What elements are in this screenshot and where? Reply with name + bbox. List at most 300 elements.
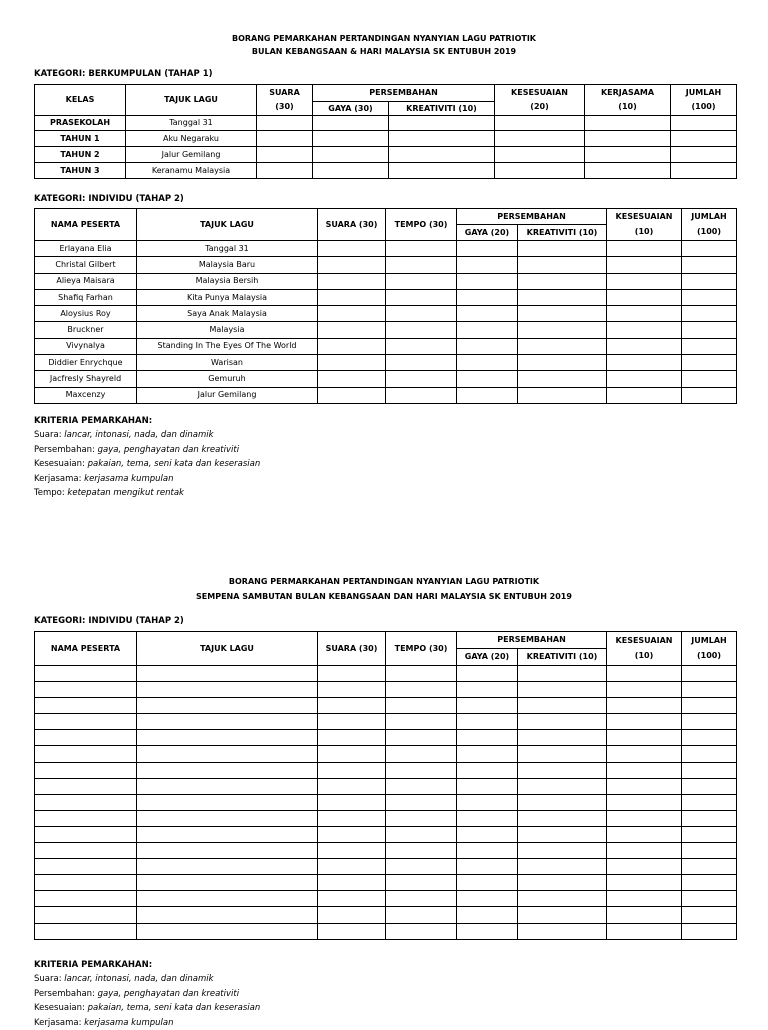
criteria-item: Kesesuaian: pakaian, tema, seni kata dan keserasian bbox=[34, 1003, 261, 1014]
cell-gaya[interactable] bbox=[457, 355, 518, 371]
cell-kesesuaian[interactable] bbox=[607, 306, 682, 322]
cell-nama-peserta[interactable] bbox=[35, 682, 137, 698]
cell-jumlah[interactable] bbox=[682, 355, 737, 371]
cell-suara[interactable] bbox=[318, 682, 386, 698]
cell-tempo[interactable] bbox=[386, 875, 457, 891]
cell-gaya[interactable] bbox=[457, 257, 518, 273]
cell-suara[interactable] bbox=[318, 843, 386, 859]
cell-tempo[interactable] bbox=[386, 355, 457, 371]
cell-jumlah[interactable] bbox=[682, 762, 737, 778]
cell-nama-peserta: Aloysius Roy bbox=[35, 306, 137, 322]
cell-kerjasama[interactable] bbox=[585, 116, 671, 131]
cell-kreativiti[interactable] bbox=[518, 257, 607, 273]
cell-tempo[interactable] bbox=[386, 322, 457, 338]
cell-tempo[interactable] bbox=[386, 794, 457, 810]
header-gaya: GAYA (20) bbox=[457, 225, 518, 241]
cell-tajuk-lagu[interactable] bbox=[137, 666, 318, 682]
cell-kesesuaian[interactable] bbox=[607, 714, 682, 730]
cell-tempo[interactable] bbox=[386, 746, 457, 762]
cell-kesesuaian[interactable] bbox=[607, 778, 682, 794]
cell-tempo[interactable] bbox=[386, 923, 457, 939]
cell-kesesuaian[interactable] bbox=[607, 923, 682, 939]
cell-nama-peserta: Alieya Maisara bbox=[35, 273, 137, 289]
cell-jumlah[interactable] bbox=[682, 859, 737, 875]
cell-kreativiti[interactable] bbox=[518, 891, 607, 907]
cell-kreativiti[interactable] bbox=[518, 730, 607, 746]
cell-suara[interactable] bbox=[318, 730, 386, 746]
table-row bbox=[35, 289, 737, 305]
cell-tempo[interactable] bbox=[386, 826, 457, 842]
cell-tempo[interactable] bbox=[386, 666, 457, 682]
cell-kreativiti[interactable] bbox=[518, 923, 607, 939]
cell-suara[interactable] bbox=[257, 131, 313, 147]
cell-tajuk-lagu[interactable] bbox=[137, 875, 318, 891]
cell-nama-peserta[interactable] bbox=[35, 907, 137, 923]
table-row bbox=[35, 794, 737, 810]
cell-suara[interactable] bbox=[318, 387, 386, 403]
cell-nama-peserta[interactable] bbox=[35, 826, 137, 842]
table-row bbox=[35, 859, 737, 875]
cell-tempo[interactable] bbox=[386, 762, 457, 778]
cell-jumlah[interactable] bbox=[682, 826, 737, 842]
cell-suara[interactable] bbox=[318, 794, 386, 810]
cell-suara[interactable] bbox=[318, 923, 386, 939]
cell-tempo[interactable] bbox=[386, 306, 457, 322]
cell-tajuk-lagu: Malaysia bbox=[137, 322, 318, 338]
cell-suara[interactable] bbox=[257, 147, 313, 163]
cell-tajuk-lagu: Warisan bbox=[137, 355, 318, 371]
cell-tempo[interactable] bbox=[386, 698, 457, 714]
category-individual-label: KATEGORI: INDIVIDU (TAHAP 2) bbox=[34, 194, 184, 204]
cell-kesesuaian[interactable] bbox=[495, 116, 585, 131]
cell-gaya[interactable] bbox=[457, 923, 518, 939]
header-jumlah: JUMLAH (100) bbox=[671, 85, 737, 116]
header-nama-peserta: NAMA PESERTA bbox=[35, 632, 137, 666]
cell-jumlah[interactable] bbox=[682, 257, 737, 273]
cell-kreativiti[interactable] bbox=[389, 147, 495, 163]
table-row bbox=[35, 843, 737, 859]
cell-jumlah[interactable] bbox=[682, 666, 737, 682]
cell-kreativiti[interactable] bbox=[518, 289, 607, 305]
cell-tajuk-lagu: Tanggal 31 bbox=[126, 116, 257, 131]
header-gaya: GAYA (20) bbox=[457, 649, 518, 666]
cell-tajuk-lagu[interactable] bbox=[137, 794, 318, 810]
cell-suara[interactable] bbox=[318, 322, 386, 338]
criteria-block-2 bbox=[34, 958, 260, 1030]
form-title-line2: SEMPENA SAMBUTAN BULAN KEBANGSAAN DAN HARI MALAYSIA SK ENTUBUH 2019 bbox=[196, 592, 572, 601]
cell-suara[interactable] bbox=[318, 762, 386, 778]
cell-jumlah[interactable] bbox=[682, 746, 737, 762]
cell-nama-peserta: Shafiq Farhan bbox=[35, 289, 137, 305]
cell-kesesuaian[interactable] bbox=[607, 387, 682, 403]
cell-suara[interactable] bbox=[318, 875, 386, 891]
header-kreativiti: KREATIVITI (10) bbox=[518, 649, 607, 666]
cell-kreativiti[interactable] bbox=[518, 322, 607, 338]
cell-tempo[interactable] bbox=[386, 241, 457, 257]
cell-gaya[interactable] bbox=[457, 891, 518, 907]
cell-suara[interactable] bbox=[318, 746, 386, 762]
header-persembahan: PERSEMBAHAN bbox=[457, 209, 607, 225]
cell-tajuk-lagu[interactable] bbox=[137, 859, 318, 875]
cell-tempo[interactable] bbox=[386, 730, 457, 746]
cell-gaya[interactable] bbox=[457, 843, 518, 859]
header-kesesuaian: KESESUAIAN (10) bbox=[607, 632, 682, 666]
cell-kreativiti[interactable] bbox=[518, 746, 607, 762]
cell-kreativiti[interactable] bbox=[518, 338, 607, 354]
cell-tajuk-lagu[interactable] bbox=[137, 762, 318, 778]
cell-kreativiti[interactable] bbox=[518, 762, 607, 778]
table-row bbox=[35, 875, 737, 891]
cell-gaya[interactable] bbox=[457, 714, 518, 730]
cell-jumlah[interactable] bbox=[682, 306, 737, 322]
cell-nama-peserta[interactable] bbox=[35, 778, 137, 794]
header-tempo: TEMPO (30) bbox=[386, 209, 457, 241]
cell-nama-peserta[interactable] bbox=[35, 746, 137, 762]
individual-score-table-blank bbox=[34, 631, 737, 940]
cell-tajuk-lagu[interactable] bbox=[137, 778, 318, 794]
cell-tajuk-lagu[interactable] bbox=[137, 682, 318, 698]
header-kreativiti: KREATIVITI (10) bbox=[518, 225, 607, 241]
cell-kreativiti[interactable] bbox=[518, 907, 607, 923]
table-row bbox=[35, 682, 737, 698]
cell-tajuk-lagu[interactable] bbox=[137, 843, 318, 859]
criteria-item: Tempo: ketepatan mengikut rentak bbox=[34, 488, 184, 499]
cell-jumlah[interactable] bbox=[682, 923, 737, 939]
table-row bbox=[35, 241, 737, 257]
criteria-item: Kerjasama: kerjasama kumpulan bbox=[34, 1017, 174, 1028]
header-suara: SUARA (30) bbox=[257, 85, 313, 116]
form-title-2 bbox=[0, 574, 768, 604]
cell-jumlah[interactable] bbox=[682, 322, 737, 338]
cell-kesesuaian[interactable] bbox=[607, 338, 682, 354]
criteria-item: Persembahan: gaya, penghayatan dan kreativiti bbox=[34, 988, 240, 999]
cell-kelas: TAHUN 3 bbox=[35, 163, 126, 179]
cell-kreativiti[interactable] bbox=[518, 859, 607, 875]
cell-tajuk-lagu[interactable] bbox=[137, 714, 318, 730]
cell-jumlah[interactable] bbox=[682, 682, 737, 698]
cell-tajuk-lagu: Jalur Gemilang bbox=[137, 387, 318, 403]
cell-kesesuaian[interactable] bbox=[607, 273, 682, 289]
cell-gaya[interactable] bbox=[457, 306, 518, 322]
cell-kreativiti[interactable] bbox=[518, 843, 607, 859]
cell-kesesuaian[interactable] bbox=[607, 682, 682, 698]
header-tajuk-lagu: TAJUK LAGU bbox=[126, 85, 257, 116]
cell-nama-peserta[interactable] bbox=[35, 859, 137, 875]
cell-nama-peserta: Vivynalya bbox=[35, 338, 137, 354]
cell-tempo[interactable] bbox=[386, 387, 457, 403]
cell-suara[interactable] bbox=[318, 289, 386, 305]
cell-nama-peserta: Christal Gilbert bbox=[35, 257, 137, 273]
cell-kesesuaian[interactable] bbox=[607, 843, 682, 859]
cell-kesesuaian[interactable] bbox=[607, 746, 682, 762]
cell-tajuk-lagu[interactable] bbox=[137, 907, 318, 923]
table-row bbox=[35, 147, 737, 163]
cell-jumlah[interactable] bbox=[682, 907, 737, 923]
cell-suara[interactable] bbox=[318, 698, 386, 714]
cell-nama-peserta[interactable] bbox=[35, 810, 137, 826]
cell-gaya[interactable] bbox=[457, 762, 518, 778]
cell-tempo[interactable] bbox=[386, 289, 457, 305]
cell-suara[interactable] bbox=[318, 891, 386, 907]
cell-tempo[interactable] bbox=[386, 843, 457, 859]
table-row bbox=[35, 778, 737, 794]
table-row bbox=[35, 163, 737, 179]
cell-suara[interactable] bbox=[318, 778, 386, 794]
cell-jumlah[interactable] bbox=[682, 891, 737, 907]
cell-kreativiti[interactable] bbox=[518, 273, 607, 289]
cell-kesesuaian[interactable] bbox=[607, 826, 682, 842]
cell-kreativiti[interactable] bbox=[518, 387, 607, 403]
cell-gaya[interactable] bbox=[313, 116, 389, 131]
cell-kesesuaian[interactable] bbox=[607, 371, 682, 387]
cell-jumlah[interactable] bbox=[682, 778, 737, 794]
cell-tajuk-lagu: Standing In The Eyes Of The World bbox=[137, 338, 318, 354]
cell-kesesuaian[interactable] bbox=[495, 131, 585, 147]
cell-nama-peserta[interactable] bbox=[35, 891, 137, 907]
cell-suara[interactable] bbox=[318, 273, 386, 289]
cell-gaya[interactable] bbox=[457, 826, 518, 842]
cell-kreativiti[interactable] bbox=[518, 810, 607, 826]
header-gaya: GAYA (30) bbox=[313, 102, 389, 116]
table-row bbox=[35, 338, 737, 354]
cell-jumlah[interactable] bbox=[671, 147, 737, 163]
cell-gaya[interactable] bbox=[313, 147, 389, 163]
form-title bbox=[0, 32, 768, 58]
cell-jumlah[interactable] bbox=[682, 371, 737, 387]
cell-jumlah[interactable] bbox=[682, 387, 737, 403]
cell-suara[interactable] bbox=[257, 163, 313, 179]
cell-jumlah[interactable] bbox=[682, 338, 737, 354]
cell-jumlah[interactable] bbox=[682, 794, 737, 810]
header-jumlah: JUMLAH (100) bbox=[682, 632, 737, 666]
table-row bbox=[35, 730, 737, 746]
table-row bbox=[35, 355, 737, 371]
cell-kreativiti[interactable] bbox=[518, 682, 607, 698]
cell-suara[interactable] bbox=[318, 241, 386, 257]
cell-kesesuaian[interactable] bbox=[607, 698, 682, 714]
cell-suara[interactable] bbox=[318, 826, 386, 842]
table-row bbox=[35, 826, 737, 842]
cell-tempo[interactable] bbox=[386, 371, 457, 387]
blank-table-body bbox=[35, 666, 737, 940]
table-row bbox=[35, 116, 737, 131]
group-table-body bbox=[35, 116, 737, 179]
cell-tempo[interactable] bbox=[386, 273, 457, 289]
cell-tempo[interactable] bbox=[386, 714, 457, 730]
cell-gaya[interactable] bbox=[457, 875, 518, 891]
cell-kreativiti[interactable] bbox=[389, 131, 495, 147]
cell-nama-peserta[interactable] bbox=[35, 923, 137, 939]
cell-gaya[interactable] bbox=[457, 778, 518, 794]
cell-kesesuaian[interactable] bbox=[607, 762, 682, 778]
cell-tajuk-lagu: Saya Anak Malaysia bbox=[137, 306, 318, 322]
cell-gaya[interactable] bbox=[457, 682, 518, 698]
cell-suara[interactable] bbox=[318, 907, 386, 923]
cell-tempo[interactable] bbox=[386, 810, 457, 826]
cell-gaya[interactable] bbox=[457, 698, 518, 714]
cell-gaya[interactable] bbox=[457, 387, 518, 403]
cell-gaya[interactable] bbox=[457, 746, 518, 762]
cell-gaya[interactable] bbox=[457, 859, 518, 875]
cell-nama-peserta[interactable] bbox=[35, 762, 137, 778]
cell-suara[interactable] bbox=[318, 355, 386, 371]
individual-table-body bbox=[35, 241, 737, 404]
cell-kesesuaian[interactable] bbox=[607, 666, 682, 682]
cell-gaya[interactable] bbox=[457, 907, 518, 923]
cell-kerjasama[interactable] bbox=[585, 163, 671, 179]
cell-kesesuaian[interactable] bbox=[607, 810, 682, 826]
cell-nama-peserta[interactable] bbox=[35, 714, 137, 730]
cell-jumlah[interactable] bbox=[682, 714, 737, 730]
cell-tajuk-lagu: Keranamu Malaysia bbox=[126, 163, 257, 179]
cell-kesesuaian[interactable] bbox=[607, 907, 682, 923]
header-persembahan: PERSEMBAHAN bbox=[313, 85, 495, 102]
cell-kesesuaian[interactable] bbox=[607, 257, 682, 273]
cell-jumlah[interactable] bbox=[682, 843, 737, 859]
cell-kesesuaian[interactable] bbox=[495, 163, 585, 179]
cell-kreativiti[interactable] bbox=[518, 698, 607, 714]
cell-tajuk-lagu[interactable] bbox=[137, 730, 318, 746]
cell-suara[interactable] bbox=[318, 666, 386, 682]
cell-tajuk-lagu: Malaysia Baru bbox=[137, 257, 318, 273]
cell-gaya[interactable] bbox=[457, 666, 518, 682]
table-row bbox=[35, 714, 737, 730]
cell-jumlah[interactable] bbox=[682, 241, 737, 257]
cell-tempo[interactable] bbox=[386, 257, 457, 273]
cell-suara[interactable] bbox=[318, 371, 386, 387]
cell-nama-peserta: Diddier Enrychque bbox=[35, 355, 137, 371]
cell-gaya[interactable] bbox=[457, 241, 518, 257]
cell-kesesuaian[interactable] bbox=[495, 147, 585, 163]
cell-suara[interactable] bbox=[318, 810, 386, 826]
cell-gaya[interactable] bbox=[313, 131, 389, 147]
cell-kreativiti[interactable] bbox=[518, 666, 607, 682]
cell-nama-peserta[interactable] bbox=[35, 698, 137, 714]
cell-kelas: TAHUN 1 bbox=[35, 131, 126, 147]
cell-suara[interactable] bbox=[318, 859, 386, 875]
cell-jumlah[interactable] bbox=[682, 273, 737, 289]
cell-kreativiti[interactable] bbox=[518, 241, 607, 257]
cell-gaya[interactable] bbox=[313, 163, 389, 179]
cell-kreativiti[interactable] bbox=[518, 826, 607, 842]
cell-suara[interactable] bbox=[318, 257, 386, 273]
cell-jumlah[interactable] bbox=[682, 698, 737, 714]
cell-kesesuaian[interactable] bbox=[607, 794, 682, 810]
cell-tajuk-lagu[interactable] bbox=[137, 891, 318, 907]
cell-tajuk-lagu[interactable] bbox=[137, 810, 318, 826]
cell-nama-peserta[interactable] bbox=[35, 875, 137, 891]
cell-kreativiti[interactable] bbox=[518, 371, 607, 387]
cell-tajuk-lagu[interactable] bbox=[137, 923, 318, 939]
cell-gaya[interactable] bbox=[457, 338, 518, 354]
cell-tajuk-lagu: Tanggal 31 bbox=[137, 241, 318, 257]
header-suara: SUARA (30) bbox=[318, 209, 386, 241]
cell-jumlah[interactable] bbox=[682, 875, 737, 891]
cell-nama-peserta: Erlayana Elia bbox=[35, 241, 137, 257]
cell-kesesuaian[interactable] bbox=[607, 891, 682, 907]
cell-kreativiti[interactable] bbox=[389, 163, 495, 179]
cell-tempo[interactable] bbox=[386, 907, 457, 923]
criteria-item: Suara: lancar, intonasi, nada, dan dinamik bbox=[34, 430, 214, 441]
cell-kesesuaian[interactable] bbox=[607, 730, 682, 746]
cell-kelas: PRASEKOLAH bbox=[35, 116, 126, 131]
cell-nama-peserta[interactable] bbox=[35, 794, 137, 810]
header-tajuk-lagu: TAJUK LAGU bbox=[137, 209, 318, 241]
cell-jumlah[interactable] bbox=[682, 730, 737, 746]
category-individual-label-2: KATEGORI: INDIVIDU (TAHAP 2) bbox=[34, 616, 184, 626]
cell-kreativiti[interactable] bbox=[518, 875, 607, 891]
cell-jumlah[interactable] bbox=[682, 810, 737, 826]
cell-jumlah[interactable] bbox=[671, 116, 737, 131]
cell-kesesuaian[interactable] bbox=[607, 859, 682, 875]
cell-tajuk-lagu[interactable] bbox=[137, 826, 318, 842]
table-row bbox=[35, 762, 737, 778]
cell-tempo[interactable] bbox=[386, 859, 457, 875]
cell-nama-peserta[interactable] bbox=[35, 666, 137, 682]
cell-tajuk-lagu: Gemuruh bbox=[137, 371, 318, 387]
cell-kreativiti[interactable] bbox=[518, 355, 607, 371]
cell-gaya[interactable] bbox=[457, 273, 518, 289]
cell-nama-peserta: Jacfresly Shayreld bbox=[35, 371, 137, 387]
cell-jumlah[interactable] bbox=[671, 163, 737, 179]
criteria-item: Suara: lancar, intonasi, nada, dan dinamik bbox=[34, 974, 214, 985]
cell-suara[interactable] bbox=[257, 116, 313, 131]
cell-kreativiti[interactable] bbox=[389, 116, 495, 131]
individual-score-table bbox=[34, 208, 737, 404]
cell-nama-peserta: Maxcenzy bbox=[35, 387, 137, 403]
cell-kreativiti[interactable] bbox=[518, 306, 607, 322]
cell-tempo[interactable] bbox=[386, 338, 457, 354]
cell-kerjasama[interactable] bbox=[585, 147, 671, 163]
header-persembahan: PERSEMBAHAN bbox=[457, 632, 607, 649]
table-row bbox=[35, 131, 737, 147]
cell-kreativiti[interactable] bbox=[518, 714, 607, 730]
header-nama-peserta: NAMA PESERTA bbox=[35, 209, 137, 241]
header-suara: SUARA (30) bbox=[318, 632, 386, 666]
table-row bbox=[35, 891, 737, 907]
cell-gaya[interactable] bbox=[457, 371, 518, 387]
cell-nama-peserta[interactable] bbox=[35, 843, 137, 859]
cell-tempo[interactable] bbox=[386, 682, 457, 698]
cell-tempo[interactable] bbox=[386, 891, 457, 907]
cell-tajuk-lagu[interactable] bbox=[137, 746, 318, 762]
cell-tajuk-lagu: Aku Negaraku bbox=[126, 131, 257, 147]
cell-tajuk-lagu[interactable] bbox=[137, 698, 318, 714]
cell-suara[interactable] bbox=[318, 714, 386, 730]
cell-tempo[interactable] bbox=[386, 778, 457, 794]
cell-jumlah[interactable] bbox=[671, 131, 737, 147]
cell-kesesuaian[interactable] bbox=[607, 241, 682, 257]
cell-suara[interactable] bbox=[318, 306, 386, 322]
cell-kreativiti[interactable] bbox=[518, 778, 607, 794]
cell-nama-peserta[interactable] bbox=[35, 730, 137, 746]
cell-kerjasama[interactable] bbox=[585, 131, 671, 147]
cell-kesesuaian[interactable] bbox=[607, 289, 682, 305]
cell-jumlah[interactable] bbox=[682, 289, 737, 305]
cell-kesesuaian[interactable] bbox=[607, 322, 682, 338]
cell-suara[interactable] bbox=[318, 338, 386, 354]
cell-gaya[interactable] bbox=[457, 730, 518, 746]
cell-kesesuaian[interactable] bbox=[607, 875, 682, 891]
cell-gaya[interactable] bbox=[457, 810, 518, 826]
cell-gaya[interactable] bbox=[457, 794, 518, 810]
cell-kesesuaian[interactable] bbox=[607, 355, 682, 371]
cell-gaya[interactable] bbox=[457, 322, 518, 338]
cell-tajuk-lagu: Malaysia Bersih bbox=[137, 273, 318, 289]
cell-gaya[interactable] bbox=[457, 289, 518, 305]
cell-kreativiti[interactable] bbox=[518, 794, 607, 810]
table-row bbox=[35, 322, 737, 338]
